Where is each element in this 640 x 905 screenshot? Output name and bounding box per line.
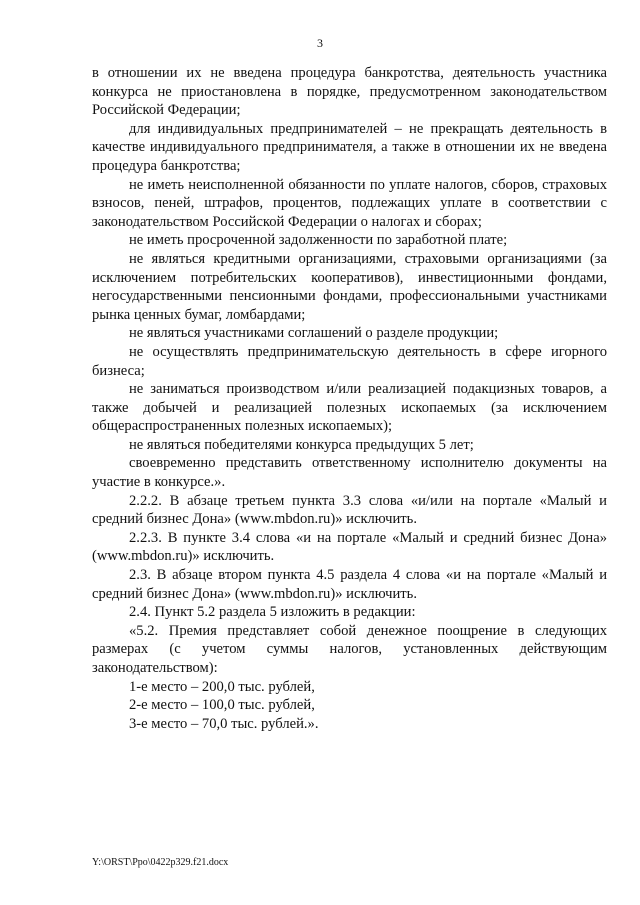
prize-second-place: 2-е место – 100,0 тыс. рублей, (129, 697, 315, 714)
paragraph-5-2-prize: «5.2. Премия представляет собой денежное поощрение в следующих размерах (с учетом суммы налогов, установленных действующим законодательством): (92, 622, 607, 676)
paragraph-bankruptcy-status: в отношении их не введена процедура банкротства, деятельность участника конкурса не приостановлена в порядке, предусмотренном законодательством Российской Федерации; (92, 65, 607, 119)
paragraph-credit-organizations: не являться кредитными организациями, страховыми организациями (за исключением потребительских кооперативов), инвестиционными фондами, негосударственными пенсионными фондами, профессиональными участниками рынка ценных бумаг, ломбардами; (92, 250, 607, 323)
prize-third-place: 3-е место – 70,0 тыс. рублей.». (129, 715, 319, 732)
paragraph-2-3: 2.3. В абзаце втором пункта 4.5 раздела 4 слова «и на портале «Малый и средний бизнес Дона» (www.mbdon.ru)» исключить. (92, 567, 607, 602)
paragraph-wage-arrears: не иметь просроченной задолженности по заработной плате; (129, 232, 508, 249)
paragraph-production-sharing: не являться участниками соглашений о разделе продукции; (129, 325, 499, 342)
paragraph-tax-obligations: не иметь неисполненной обязанности по уплате налогов, сборов, страховых взносов, пеней, штрафов, процентов, подлежащих уплате в соответствии с законодательством Российской Федерации о налогах и сборах; (92, 176, 607, 230)
paragraph-previous-winners: не являться победителями конкурса предыдущих 5 лет; (129, 436, 474, 453)
paragraph-excise-goods: не заниматься производством и/или реализацией подакцизных товаров, а также добычей и реализацией полезных ископаемых (за исключением общераспространенных полезных ископаемых); (92, 381, 607, 435)
paragraph-2-2-3: 2.2.3. В пункте 3.4 слова «и на портале «Малый и средний бизнес Дона» (www.mbdon.ru)» исключить. (92, 529, 607, 565)
paragraph-gambling-business: не осуществлять предпринимательскую деятельность в сфере игорного бизнеса; (92, 343, 607, 379)
prize-first-place: 1-е место – 200,0 тыс. рублей, (129, 678, 315, 695)
paragraph-2-2-2: 2.2.2. В абзаце третьем пункта 3.3 слова «и/или на портале «Малый и средний бизнес Дона» (www.mbdon.ru)» исключить. (92, 492, 607, 528)
paragraph-submit-documents: своевременно представить ответственному исполнителю документы на участие в конкурсе.». (92, 455, 607, 491)
file-path-footer: Y:\ORST\Ppo\0422p329.f21.docx (92, 857, 229, 868)
page-number: 3 (317, 36, 323, 50)
document-body (92, 64, 607, 733)
paragraph-individual-entrepreneurs: для индивидуальных предпринимателей – не прекращать деятельность в качестве индивидуального предпринимателя, а также в отношении их не введена процедура банкротства; (92, 120, 607, 174)
paragraph-2-4: 2.4. Пункт 5.2 раздела 5 изложить в редакции: (129, 604, 416, 621)
